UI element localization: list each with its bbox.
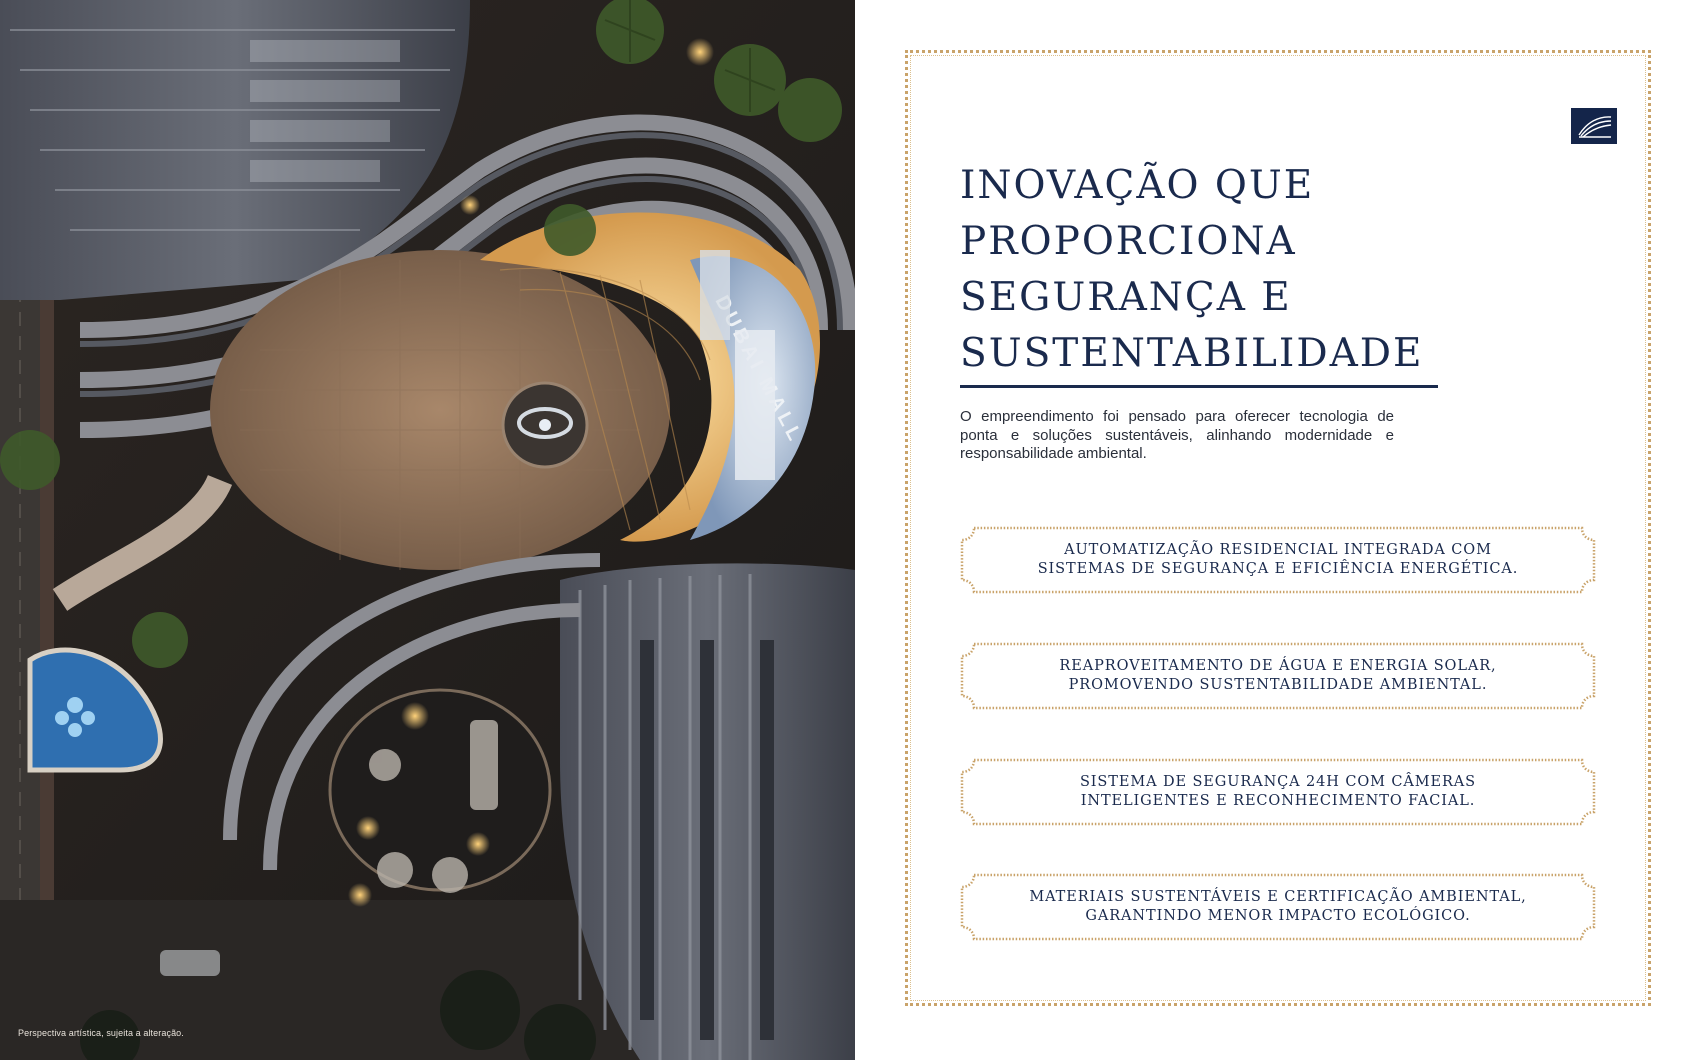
wave-lines-logo-icon <box>1571 108 1617 144</box>
feature-text-line: SISTEMA DE SEGURANÇA 24H COM CÂMERAS <box>1079 774 1477 790</box>
feature-box <box>960 526 1596 594</box>
feature-text-line: SISTEMAS DE SEGURANÇA E EFICIÊNCIA ENERGÉTICA. <box>1037 561 1519 577</box>
feature-text-line: REAPROVEITAMENTO DE ÁGUA E ENERGIA SOLAR, <box>1059 658 1497 674</box>
page-title <box>960 158 1520 382</box>
title-line: INOVAÇÃO QUE <box>960 163 1315 208</box>
feature-text-line: AUTOMATIZAÇÃO RESIDENCIAL INTEGRADA COM <box>1064 542 1492 558</box>
feature-text-line: PROMOVENDO SUSTENTABILIDADE AMBIENTAL. <box>1068 677 1488 693</box>
intro-paragraph: O empreendimento foi pensado para oferecer tecnologia de ponta e soluções sustentáveis, alinhando modernidade e responsabilidade ambiental. <box>960 408 1394 462</box>
feature-box <box>960 642 1596 710</box>
render-caption: Perspectiva artística, sujeita a alteração. <box>18 1028 184 1038</box>
feature-box <box>960 758 1596 826</box>
feature-text-line: GARANTINDO MENOR IMPACTO ECOLÓGICO. <box>1085 908 1471 924</box>
feature-text-line: INTELIGENTES E RECONHECIMENTO FACIAL. <box>1080 793 1476 809</box>
title-line: SEGURANÇA E <box>960 275 1292 320</box>
feature-box <box>960 873 1596 941</box>
dubai-mall-sign: MALL <box>754 374 808 448</box>
title-line: PROPORCIONA <box>960 219 1297 264</box>
feature-text-line: MATERIAIS SUSTENTÁVEIS E CERTIFICAÇÃO AMBIENTAL, <box>1029 889 1527 905</box>
title-underline <box>960 385 1438 388</box>
title-line: SUSTENTABILIDADE <box>960 331 1424 376</box>
